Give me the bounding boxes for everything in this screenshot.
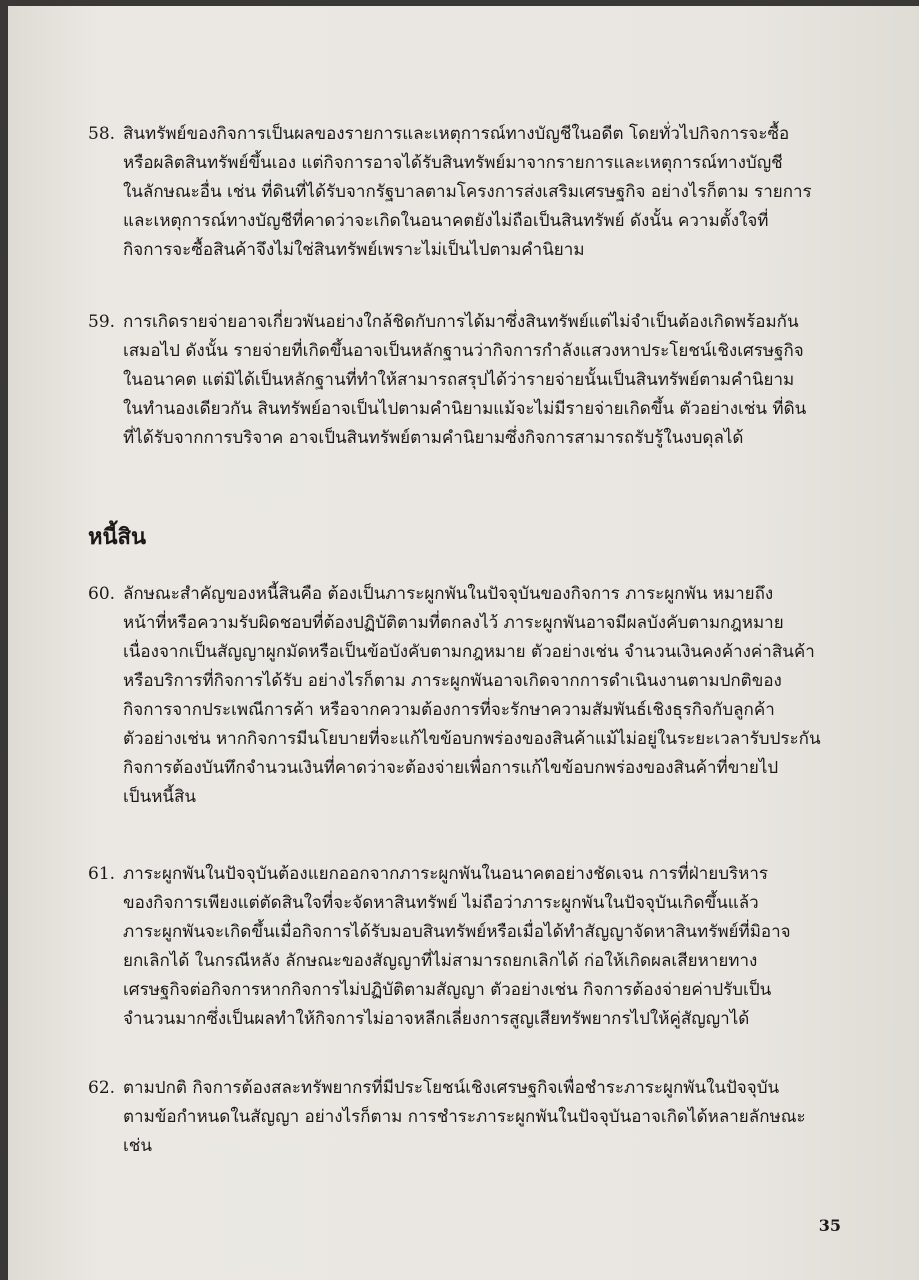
paragraph-line: จำนวนมากซึ่งเป็นผลทำให้กิจการไม่อาจหลีกเลี่ยงการสูญเสียทรัพยากรไปให้คู่สัญญาได้ xyxy=(123,1009,750,1029)
paragraph-line: กิจการจากประเพณีการค้า หรือจากความต้องการที่จะรักษาความสัมพันธ์เชิงธุรกิจกับลูกค้า xyxy=(123,700,775,720)
paragraph-line: ของกิจการเพียงแต่ตัดสินใจที่จะจัดหาสินทรัพย์ ไม่ถือว่าภาระผูกพันในปัจจุบันเกิดขึ้นแล้ว xyxy=(123,893,759,913)
page-number: 35 xyxy=(818,1216,841,1235)
paragraph-line: หน้าที่หรือความรับผิดชอบที่ต้องปฏิบัติตามที่ตกลงไว้ ภาระผูกพันอาจมีผลบังคับตามกฎหมาย xyxy=(123,613,784,633)
paragraph-number: 61. xyxy=(88,864,116,884)
paragraph-line: สินทรัพย์ของกิจการเป็นผลของรายการและเหตุการณ์ทางบัญชีในอดีต โดยทั่วไปกิจการจะซื้อ xyxy=(123,124,790,144)
paragraph-line: ในลักษณะอื่น เช่น ที่ดินที่ได้รับจากรัฐบาลตามโครงการส่งเสริมเศรษฐกิจ อย่างไรก็ตาม รายการ xyxy=(123,182,812,202)
paragraph-number: 60. xyxy=(88,584,116,604)
paragraph-line: หรือบริการที่กิจการได้รับ อย่างไรก็ตาม ภาระผูกพันอาจเกิดจากการดำเนินงานตามปกติของ xyxy=(123,671,782,691)
paragraph-line: ภาระผูกพันในปัจจุบันต้องแยกออกจากภาระผูกพันในอนาคตอย่างชัดเจน การที่ฝ่ายบริหาร xyxy=(123,864,769,884)
paragraph-line: ลักษณะสำคัญของหนี้สินคือ ต้องเป็นภาระผูกพันในปัจจุบันของกิจการ ภาระผูกพัน หมายถึง xyxy=(123,584,774,604)
paragraph-line: ยกเลิกได้ ในกรณีหลัง ลักษณะของสัญญาที่ไม่สามารถยกเลิกได้ ก่อให้เกิดผลเสียหายทาง xyxy=(123,951,758,971)
paragraph-line: ตามข้อกำหนดในสัญญา อย่างไรก็ตาม การชำระภาระผูกพันในปัจจุบันอาจเกิดได้หลายลักษณะ xyxy=(123,1107,806,1127)
paragraph-line: หรือผลิตสินทรัพย์ขึ้นเอง แต่กิจการอาจได้รับสินทรัพย์มาจากรายการและเหตุการณ์ทางบัญชี xyxy=(123,153,783,173)
paragraph-line: กิจการต้องบันทึกจำนวนเงินที่คาดว่าจะต้องจ่ายเพื่อการแก้ไขข้อบกพร่องของสินค้าที่ขายไป xyxy=(123,758,779,778)
paragraph-line: ภาระผูกพันจะเกิดขึ้นเมื่อกิจการได้รับมอบสินทรัพย์หรือเมื่อได้ทำสัญญาจัดหาสินทรัพย์ที่มิอาจ xyxy=(123,922,791,942)
paragraph-line: เศรษฐกิจต่อกิจการหากกิจการไม่ปฏิบัติตามสัญญา ตัวอย่างเช่น กิจการต้องจ่ายค่าปรับเป็น xyxy=(123,980,772,1000)
paragraph-number: 58. xyxy=(88,124,116,144)
section-heading: หนี้สิน xyxy=(88,524,147,550)
document-page xyxy=(8,6,919,1280)
paragraph-line: และเหตุการณ์ทางบัญชีที่คาดว่าจะเกิดในอนาคตยังไม่ถือเป็นสินทรัพย์ ดังนั้น ความตั้งใจที่ xyxy=(123,211,769,231)
paragraph-line: ที่ได้รับจากการบริจาค อาจเป็นสินทรัพย์ตามคำนิยามซึ่งกิจการสามารถรับรู้ในงบดุลได้ xyxy=(123,428,744,448)
paragraph-line: เสมอไป ดังนั้น รายจ่ายที่เกิดขึ้นอาจเป็นหลักฐานว่ากิจการกำลังแสวงหาประโยชน์เชิงเศรษฐกิจ xyxy=(123,341,804,361)
paragraph-line: ตามปกติ กิจการต้องสละทรัพยากรที่มีประโยชน์เชิงเศรษฐกิจเพื่อชำระภาระผูกพันในปัจจุบัน xyxy=(123,1078,780,1098)
paragraph-line: เช่น xyxy=(123,1136,152,1156)
paragraph-number: 59. xyxy=(88,312,116,332)
paragraph-line: ในทำนองเดียวกัน สินทรัพย์อาจเป็นไปตามคำนิยามแม้จะไม่มีรายจ่ายเกิดขึ้น ตัวอย่างเช่น ที่ดิน xyxy=(123,399,807,419)
paragraph-line: กิจการจะซื้อสินค้าจึงไม่ใช่สินทรัพย์เพราะไม่เป็นไปตามคำนิยาม xyxy=(123,240,585,260)
paragraph-line: การเกิดรายจ่ายอาจเกี่ยวพันอย่างใกล้ชิดกับการได้มาซึ่งสินทรัพย์แต่ไม่จำเป็นต้องเกิดพร้อมกัน xyxy=(123,312,799,332)
paragraph-line: เป็นหนี้สิน xyxy=(123,787,197,807)
paragraph-line: ในอนาคต แต่มิได้เป็นหลักฐานที่ทำให้สามารถสรุปได้ว่ารายจ่ายนั้นเป็นสินทรัพย์ตามคำนิยาม xyxy=(123,370,795,390)
paragraph-number: 62. xyxy=(88,1078,116,1098)
paragraph-line: เนื่องจากเป็นสัญญาผูกมัดหรือเป็นข้อบังคับตามกฎหมาย ตัวอย่างเช่น จำนวนเงินคงค้างค่าสินค้า xyxy=(123,642,815,662)
paragraph-line: ตัวอย่างเช่น หากกิจการมีนโยบายที่จะแก้ไขข้อบกพร่องของสินค้าแม้ไม่อยู่ในระยะเวลารับประกัน xyxy=(123,729,821,749)
